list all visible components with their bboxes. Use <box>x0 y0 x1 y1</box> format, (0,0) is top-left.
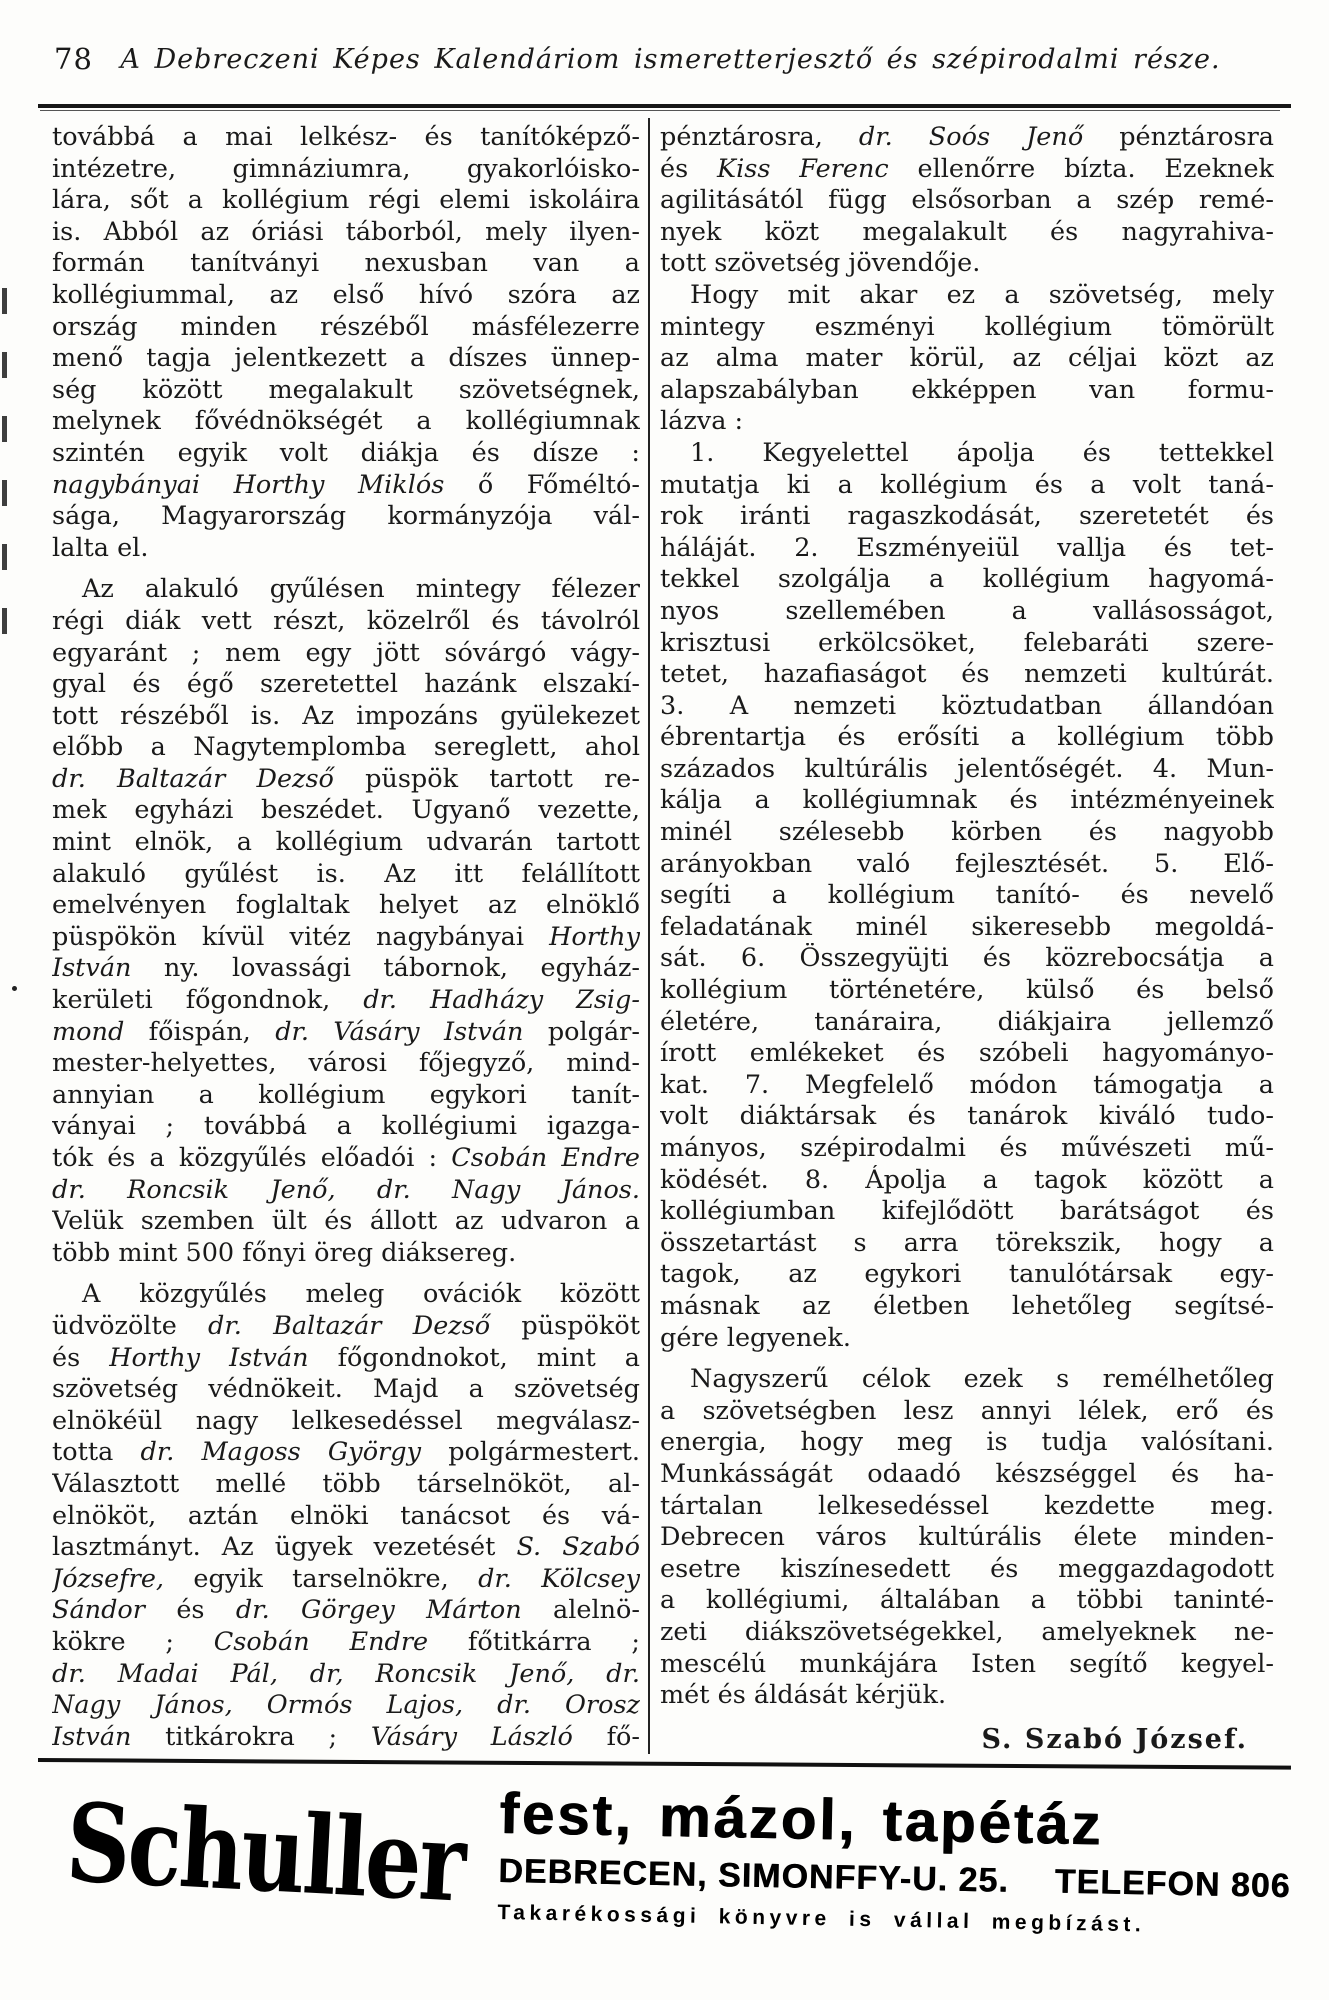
text-line: mond főispán, dr. Vásáry István polgár- <box>52 1016 640 1047</box>
footer-rule <box>38 1758 1291 1770</box>
text-line: intézetre, gimnáziumra, gyakorlóisko- <box>52 153 640 184</box>
text-line: volt diáktársak és tanárok kiváló tudo- <box>660 1101 1274 1132</box>
text-line: emelvényen foglaltak helyet az elnöklő <box>52 890 640 921</box>
text-line: ébrentartja és erősíti a kollégium több <box>660 722 1274 753</box>
text-line: gére legyenek. <box>660 1322 851 1353</box>
text-line: sát. 6. Összegyüjti és közrebocsátja a <box>660 943 1274 974</box>
text-line: feladatának minél sikeresebb megoldá- <box>660 911 1274 942</box>
text-line: Munkásságát odaadó készséggel és ha- <box>660 1458 1274 1489</box>
text-line: nyos szellemében a vallásosságot, <box>660 595 1274 626</box>
text-line: kollégiumban kifejlődött barátságot és <box>660 1196 1274 1227</box>
text-line: tártalan lelkesedéssel kezdette meg. <box>660 1490 1274 1521</box>
text-line: rok iránti ragaszkodását, szeretetét és <box>660 501 1274 532</box>
text-line: püspökön kívül vitéz nagybányai Horthy <box>52 921 640 952</box>
text-line: ország minden részéből másfélezerre <box>52 311 640 342</box>
text-line: sága, Magyarország kormányzója vál- <box>52 501 640 532</box>
text-line: ványai ; továbbá a kollégiumi igazga- <box>52 1111 640 1142</box>
text-line: mét és áldását kérjük. <box>660 1680 947 1711</box>
text-line: Velük szemben ült és állott az udvaron a <box>52 1206 640 1237</box>
text-line: dr. Baltazár Dezső püspök tartott re- <box>52 763 640 794</box>
text-line: Sándor és dr. Görgey Márton alelnö- <box>52 1595 640 1626</box>
text-line: mányos, szépirodalmi és művészeti mű- <box>660 1133 1274 1163</box>
scan-artifact-strip <box>2 288 7 668</box>
text-line: kollégium történetére, külső és belső <box>660 975 1274 1006</box>
text-line: a kollégiumi, általában a többi taninté- <box>660 1585 1274 1616</box>
text-line: mescélú munkájára Isten segítő kegyel- <box>660 1648 1274 1679</box>
text-line: István ny. lovassági tábornok, egyház- <box>52 953 640 984</box>
right-column-lines <box>660 122 1274 1712</box>
text-line: kerületi főgondnok, dr. Hadházy Zsig- <box>52 985 640 1016</box>
advert <box>60 1772 1300 1992</box>
text-line: kálja a kollégiumnak és intézményeinek <box>660 785 1274 816</box>
text-line: krisztusi erkölcsöket, felebaráti szere- <box>660 627 1274 658</box>
running-title: A Debreczeni Képes Kalendáriom ismeretterjesztő és szépirodalmi része. <box>120 44 1221 75</box>
text-line: továbbá a mai lelkész- és tanítóképző- <box>52 122 640 152</box>
advert-headline: fest, mázol, tapétáz <box>498 1781 1104 1858</box>
text-line: minél szélesebb körben és nagyobb <box>660 817 1274 848</box>
text-line: formán tanítványi nexusban van a <box>52 248 640 279</box>
text-line: dr. Madai Pál, dr, Roncsik Jenő, dr. <box>52 1658 640 1689</box>
text-line: alakuló gyűlést is. Az itt felállított <box>52 858 640 889</box>
text-line: üdvözölte dr. Baltazár Dezső püspököt <box>52 1310 640 1341</box>
text-line: 3. A nemzeti köztudatban állandóan <box>660 690 1274 721</box>
text-line: a szövetségben lesz annyi lélek, erő és <box>660 1395 1274 1426</box>
text-line: ség között megalakult szövetségnek, <box>52 374 640 405</box>
text-line: egyaránt ; nem egy jött sóvárgó vágy- <box>52 637 640 668</box>
text-line: Józsefre, egyik tarselnökre, dr. Kölcsey <box>52 1563 640 1594</box>
text-line: melynek fővédnökségét a kollégiumnak <box>52 406 640 437</box>
advert-phone: TELEFON 806 <box>1054 1862 1291 1906</box>
text-line: nyek közt megalakult és nagyrahiva- <box>660 216 1274 247</box>
text-line: A közgyűlés meleg ovációk között <box>82 1279 640 1310</box>
text-line: háláját. 2. Eszményeiül vallja és tet- <box>660 532 1274 563</box>
text-line: alapszabályban ekképpen van formu- <box>660 374 1274 405</box>
text-line: tók és a közgyűlés előadói : Csobán Endre <box>52 1143 640 1173</box>
text-line: szintén egyik volt diákja és dísze : <box>52 437 640 468</box>
text-line: Hogy mit akar ez a szövetség, mely <box>690 279 1274 310</box>
text-line: menő tagja jelentkezett a díszes ünnep- <box>52 343 640 374</box>
text-line: gyal és égő szeretettel hazánk elszakí- <box>52 669 640 700</box>
text-line: elnökéül nagy lelkesedéssel megválasz- <box>52 1405 640 1436</box>
text-line: mester-helyettes, városi főjegyző, mind- <box>52 1048 640 1079</box>
text-line: Debrecen város kultúrális élete minden- <box>660 1522 1274 1553</box>
text-line: ködését. 8. Ápolja a tagok között a <box>660 1164 1274 1195</box>
text-line: régi diák vett részt, közelről és távolról <box>52 605 640 636</box>
advert-tagline: Takarékossági könyvre is vállal megbízást. <box>497 1900 1146 1937</box>
text-line: mintegy eszményi kollégium tömörült <box>660 311 1274 342</box>
text-line: tott szövetség jövendője. <box>660 248 981 279</box>
advert-address: DEBRECEN, SIMONFFY-U. 25. <box>497 1851 1010 1900</box>
advert-brand: Schuller <box>63 1780 467 1927</box>
text-line: szövetség védnökeit. Majd a szövetség <box>52 1374 640 1405</box>
header-rule <box>38 104 1291 108</box>
text-line: 1. Kegyelettel ápolja és tettekkel <box>690 437 1274 468</box>
text-line: Az alakuló gyűlésen mintegy félezer <box>82 574 640 605</box>
text-line: energia, hogy meg is tudja valósítani. <box>660 1427 1274 1458</box>
article-signature: S. Szabó József. <box>981 1723 1248 1755</box>
text-line: dr. Roncsik Jenő, dr. Nagy János. <box>52 1174 640 1205</box>
text-line: kat. 7. Megfelelő módon támogatja a <box>660 1069 1274 1100</box>
text-line: életére, tanáraira, diákjaira jellemző <box>660 1006 1274 1037</box>
text-line: lalta el. <box>52 532 149 563</box>
text-line: arányokban való fejlesztését. 5. Elő- <box>660 848 1274 879</box>
text-line: zeti diákszövetségekkel, amelyeknek ne- <box>660 1616 1274 1647</box>
text-line: és Kiss Ferenc ellenőrre bízta. Ezeknek <box>660 153 1274 184</box>
text-line: lázva : <box>660 406 744 437</box>
text-line: elnököt, aztán elnöki tanácsot és vá- <box>52 1500 640 1531</box>
text-line: totta dr. Magoss György polgármestert. <box>52 1437 640 1468</box>
text-line: nagybányai Horthy Miklós ő Főméltó- <box>52 469 640 500</box>
text-line: mint elnök, a kollégium udvarán tartott <box>52 827 640 858</box>
text-line: és Horthy István főgondnokot, mint a <box>52 1342 640 1373</box>
text-line: Nagy János, Ormós Lajos, dr. Orosz <box>52 1690 640 1721</box>
text-line: kökre ; Csobán Endre főtitkárra ; <box>52 1626 640 1657</box>
column-divider <box>648 118 650 1754</box>
advert-text-block <box>497 1781 1300 1941</box>
text-line: Választott mellé több társelnököt, al- <box>52 1468 640 1499</box>
text-line: több mint 500 főnyi öreg diáksereg. <box>52 1237 517 1268</box>
advert-contact-line <box>498 1852 1299 1905</box>
text-line: előbb a Nagytemplomba sereglett, ahol <box>52 732 640 763</box>
text-line: tott részéből is. Az impozáns gyülekezet <box>52 700 640 731</box>
text-line: tekkel szolgálja a kollégium hagyomá- <box>660 564 1274 595</box>
text-line: mutatja ki a kollégium és a volt taná- <box>660 469 1274 500</box>
text-line: segíti a kollégium tanító- és nevelő <box>660 880 1274 911</box>
text-line: tetet, hazafiaságot és nemzeti kultúrát. <box>660 659 1274 690</box>
page-header <box>52 30 1289 86</box>
text-line: összetartást s arra törekszik, hogy a <box>660 1227 1274 1258</box>
scan-artifact-dot <box>12 986 17 991</box>
text-line: százados kultúrális jelentőségét. 4. Mun- <box>660 753 1274 784</box>
text-line: írott emlékeket és szóbeli hagyományo- <box>660 1038 1274 1069</box>
text-line: kollégiummal, az első hívó szóra az <box>52 279 640 310</box>
text-line: is. Abból az óriási táborból, mely ilyen- <box>52 216 640 247</box>
text-line: másnak az életben lehetőleg segítsé- <box>660 1290 1274 1321</box>
text-line: Nagyszerű célok ezek s remélhetőleg <box>690 1364 1274 1395</box>
text-line: az alma mater körül, az céljai közt az <box>660 343 1274 374</box>
text-line: esetre kiszínesedett és meggazdagodott <box>660 1553 1274 1584</box>
text-line: lasztmányt. Az ügyek vezetését S. Szabó <box>52 1532 640 1563</box>
text-line: István titkárokra ; Vásáry László fő- <box>52 1721 640 1752</box>
page-number: 78 <box>54 42 93 76</box>
text-line: agilitásától függ elsősorban a szép remé- <box>660 185 1274 216</box>
text-line: annyian a kollégium egykori tanít- <box>52 1079 640 1110</box>
text-line: tagok, az egykori tanulótársak egy- <box>660 1259 1274 1290</box>
left-column <box>52 122 640 1753</box>
text-line: mek egyházi beszédet. Ugyanő vezette, <box>52 795 640 826</box>
right-column <box>660 122 1274 1755</box>
text-line: lára, sőt a kollégium régi elemi iskoláira <box>52 185 640 216</box>
text-line: pénztárosra, dr. Soós Jenő pénztárosra <box>660 122 1274 152</box>
